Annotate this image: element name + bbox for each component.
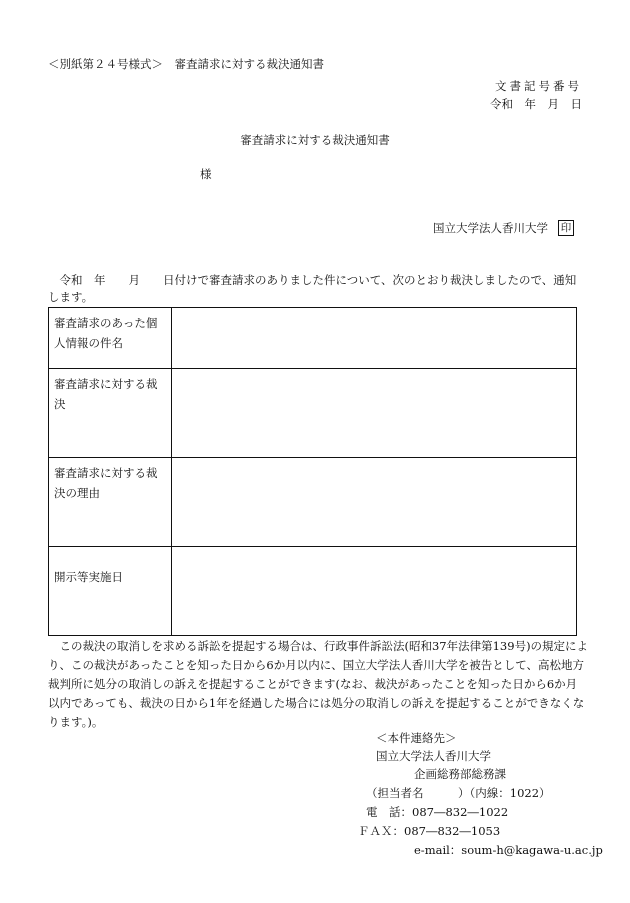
row-label: [49, 458, 172, 547]
contact-person: （担当者名 ）（内線：1022）: [366, 786, 551, 800]
page-title: 審査請求に対する裁決通知書: [240, 133, 390, 147]
label-line: 人情報の件名: [54, 336, 123, 350]
label-line: 決の理由: [54, 486, 100, 500]
contact-fax: ＦＡＸ：087―832―1053: [358, 824, 501, 838]
contact-dept: 企画総務部総務課: [414, 767, 506, 781]
contact-heading: ＜本件連絡先＞: [376, 731, 457, 745]
label-line: 決: [54, 397, 66, 411]
table-row: [49, 308, 577, 369]
addressee-suffix: 様: [200, 167, 212, 181]
intro-line: 令和 年 月 日付けで審査請求のありました件について、次のとおり裁決しましたので、通知: [48, 273, 577, 287]
contact-org: 国立大学法人香川大学: [376, 749, 491, 763]
notice-line: 以内であっても、裁決の日から1年を経過した場合には処分の取消しの訴えを提起することができなくな: [48, 696, 585, 710]
notice-line: 裁判所に処分の取消しの訴えを提起することができます(なお、裁決があったことを知った日から6か月: [48, 677, 578, 691]
intro-line: します。: [48, 290, 94, 304]
notice-line: ります。)。: [48, 715, 104, 729]
row-value: [172, 547, 577, 636]
row-label: [49, 308, 172, 369]
table-row: [49, 547, 577, 636]
issuer-block: [433, 220, 574, 236]
form-label: ＜別紙第２４号様式＞ 審査請求に対する裁決通知書: [48, 57, 324, 71]
seal-box: 印: [558, 220, 574, 236]
row-value: [172, 308, 577, 369]
label-line: 審査請求に対する裁: [54, 466, 158, 480]
row-value: [172, 369, 577, 458]
contact-tel: 電 話：087―832―1022: [366, 805, 509, 819]
contact-email: e-mail：soum-h@kagawa-u.ac.jp: [414, 843, 603, 857]
row-label: [49, 369, 172, 458]
intro-paragraph: [48, 272, 588, 306]
table-row: [49, 458, 577, 547]
row-label: [49, 547, 172, 636]
table-row: [49, 369, 577, 458]
label-line: 審査請求のあった個: [54, 316, 158, 330]
appeal-notice: [48, 637, 588, 732]
notice-line: り、この裁決があったことを知った日から6か月以内に、国立大学法人香川大学を被告として、高松地方: [48, 658, 584, 672]
issuer-name: 国立大学法人香川大学: [433, 221, 548, 235]
date-label: 令和 年 月 日: [490, 97, 582, 111]
document-number-label: 文書記号番号: [495, 79, 582, 93]
label-line: 開示等実施日: [54, 570, 123, 584]
notice-line: この裁決の取消しを求める訴訟を提起する場合は、行政事件訴訟法(昭和37年法律第139号)の規定によ: [48, 639, 589, 653]
label-line: 審査請求に対する裁: [54, 377, 158, 391]
row-value: [172, 458, 577, 547]
decision-table: [48, 307, 577, 636]
